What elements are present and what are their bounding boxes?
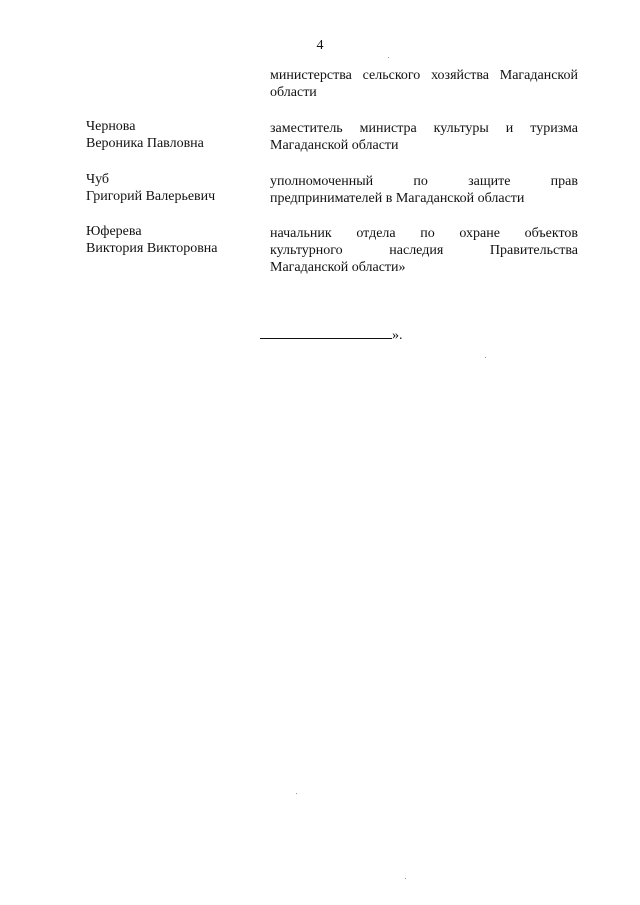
member-name <box>86 171 256 205</box>
page-number: 4 <box>316 38 324 53</box>
member-position <box>270 225 578 276</box>
member-name <box>86 223 256 257</box>
member-given-name: Григорий Валерьевич <box>86 189 216 204</box>
scan-speck <box>388 57 389 58</box>
position-line: Магаданской области <box>270 138 399 153</box>
scan-speck <box>485 357 486 358</box>
member-given-name: Вероника Павловна <box>86 136 204 151</box>
scan-speck <box>296 793 297 794</box>
member-given-name: Виктория Викторовна <box>86 241 218 256</box>
scan-speck <box>405 878 406 879</box>
position-line: министерства сельского хозяйства Магаданской <box>270 68 578 83</box>
closing-quote: ». <box>392 328 403 343</box>
closing-line <box>260 326 403 344</box>
position-line: предпринимателей в Магаданской области <box>270 191 525 206</box>
signature-underline <box>260 326 392 339</box>
member-position <box>270 120 578 154</box>
member-surname: Чуб <box>86 172 110 187</box>
position-continued <box>270 67 578 101</box>
position-line: Магаданской области» <box>270 260 406 275</box>
member-position <box>270 173 578 207</box>
position-line: заместитель министра культуры и туризма <box>270 121 578 136</box>
position-line: начальник отдела по охране объектов <box>270 226 578 241</box>
position-line: области <box>270 85 317 100</box>
position-line: уполномоченный по защите прав <box>270 174 578 189</box>
position-line: культурного наследия Правительства <box>270 243 578 258</box>
member-name <box>86 118 256 152</box>
member-surname: Юферева <box>86 224 142 239</box>
member-surname: Чернова <box>86 119 136 134</box>
